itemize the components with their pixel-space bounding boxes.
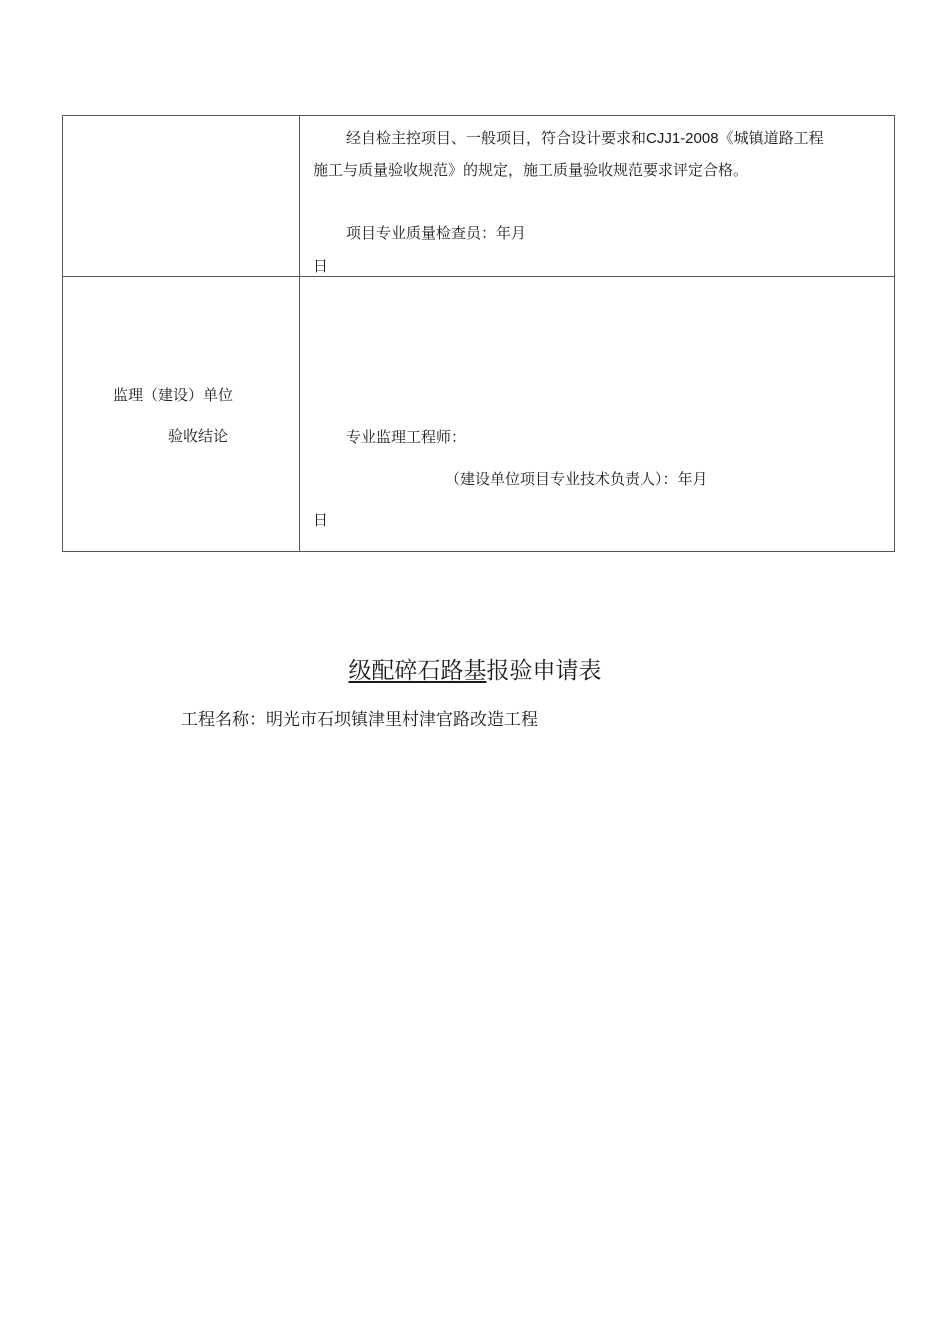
- supervision-label-cell: [63, 277, 300, 552]
- inspection-table: [62, 115, 895, 552]
- self-check-day: 日: [313, 257, 329, 275]
- self-check-text-a: 经自检主控项目、一般项目，符合设计要求和: [346, 129, 647, 147]
- form-title: [0, 656, 950, 686]
- supervision-content-cell: [300, 277, 895, 552]
- supervision-label-line-2: 验收结论: [168, 427, 229, 445]
- form-title-underlined: 级配碎石路基: [348, 658, 487, 684]
- self-check-line-1: [346, 128, 824, 149]
- self-check-line-2: 施工与质量验收规范》的规定，施工质量验收规范要求评定合格。: [313, 161, 749, 179]
- self-check-content-cell: [300, 116, 895, 277]
- quality-inspector-line: 项目专业质量检查员：年月: [346, 224, 527, 242]
- supervising-engineer-line: 专业监理工程师：: [346, 428, 467, 446]
- self-check-row: [63, 116, 895, 277]
- standard-code: CJJ1-2008: [646, 130, 719, 147]
- supervision-day: 日: [313, 511, 329, 529]
- project-name-line: 工程名称：明光市石坝镇津里村津官路改造工程: [181, 710, 538, 730]
- self-check-text-b: 《城镇道路工程: [718, 129, 824, 147]
- form-title-rest: 报验申请表: [486, 658, 602, 684]
- self-check-label-cell: [63, 116, 300, 277]
- supervision-label-line-1: 监理（建设）单位: [113, 386, 234, 404]
- owner-technical-lead-line: （建设单位项目专业技术负责人）：年月: [445, 470, 708, 488]
- supervision-row: [63, 277, 895, 552]
